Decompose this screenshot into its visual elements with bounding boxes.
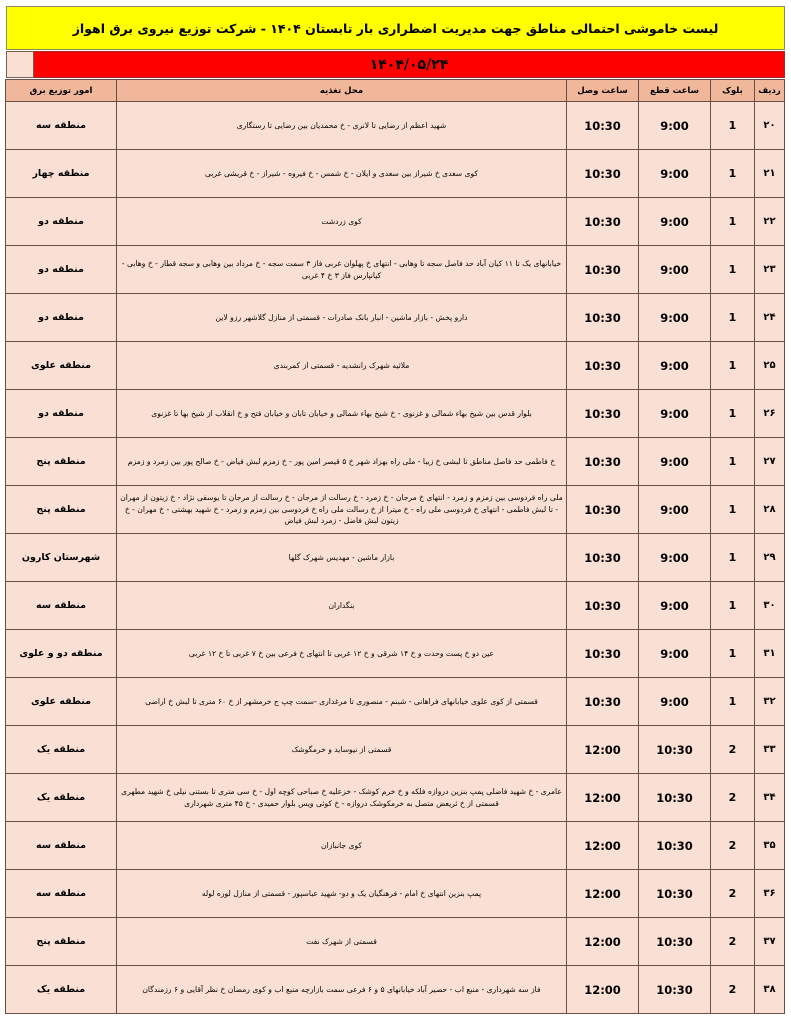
cell-on-time: 12:00 xyxy=(567,822,639,870)
cell-place: خیابانهای یک تا ۱۱ کیان آباد حد فاصل سجه تا وهابی - انتهای خ پهلوان غربی فاز ۳ سمت سجه - خ مرداد بین وهابی و سجه قطار - خ وهابی - کیانپارس فاز ۳ خ ۴ غربی xyxy=(117,246,567,294)
cell-block: 1 xyxy=(711,582,755,630)
cell-radif: ۲۹ xyxy=(755,534,785,582)
cell-on-time: 12:00 xyxy=(567,774,639,822)
cell-block: 1 xyxy=(711,150,755,198)
cell-radif: ۳۲ xyxy=(755,678,785,726)
cell-on-time: 12:00 xyxy=(567,918,639,966)
table-header-row xyxy=(6,80,785,102)
page-title: لیست خاموشی احتمالی مناطق جهت مدیریت اضطراری بار تابستان ۱۴۰۴ - شرکت توزیع نیروی برق اهواز xyxy=(72,20,719,36)
cell-place: شهید اعظم از رضایی تا لانری - خ محمدیان بین رضایی تا رستگاری xyxy=(117,102,567,150)
cell-block: 2 xyxy=(711,774,755,822)
date-banner-corner-box xyxy=(6,51,34,78)
outage-table xyxy=(5,79,785,1014)
table-row xyxy=(6,486,785,534)
cell-radif: ۲۳ xyxy=(755,246,785,294)
cell-radif: ۳۱ xyxy=(755,630,785,678)
cell-on-time: 12:00 xyxy=(567,966,639,1014)
cell-place: عین دو خ پست وحدت و خ ۱۴ شرقی و خ ۱۲ غربی تا انتهای خ فرعی بین خ ۷ غربی تا خ ۱۲ غربی xyxy=(117,630,567,678)
cell-radif: ۲۵ xyxy=(755,342,785,390)
cell-off-time: 9:00 xyxy=(639,342,711,390)
cell-place: قسمتی از کوی علوی خیابانهای فراهانی - شبنم - منصوری تا مرغداری -سمت چپ ج خرمشهر از خ ۶۰ متری تا لبش خ اراضی xyxy=(117,678,567,726)
cell-off-time: 10:30 xyxy=(639,918,711,966)
cell-on-time: 10:30 xyxy=(567,678,639,726)
cell-omur: منطقه سه xyxy=(6,102,117,150)
cell-off-time: 9:00 xyxy=(639,486,711,534)
cell-on-time: 10:30 xyxy=(567,102,639,150)
cell-place: دارو پخش - بازار ماشین - انبار بانک صادرات - قسمتی از منازل گلاشهر رزو لاین xyxy=(117,294,567,342)
cell-block: 2 xyxy=(711,918,755,966)
table-row xyxy=(6,774,785,822)
cell-block: 1 xyxy=(711,678,755,726)
cell-radif: ۲۸ xyxy=(755,486,785,534)
table-row xyxy=(6,966,785,1014)
cell-place: ملاثیه شهرک رانشدیه - قسمتی از کمربندی xyxy=(117,342,567,390)
table-row xyxy=(6,102,785,150)
cell-on-time: 10:30 xyxy=(567,294,639,342)
cell-place: کوی زردشت xyxy=(117,198,567,246)
cell-radif: ۲۴ xyxy=(755,294,785,342)
cell-radif: ۳۷ xyxy=(755,918,785,966)
cell-omur: منطقه پنج xyxy=(6,486,117,534)
cell-off-time: 9:00 xyxy=(639,246,711,294)
cell-omur: منطقه چهار xyxy=(6,150,117,198)
cell-block: 1 xyxy=(711,486,755,534)
table-row xyxy=(6,438,785,486)
table-row xyxy=(6,726,785,774)
cell-place: پمپ بنزین انتهای خ امام - فرهنگیان یک و دو- شهید عباسپور - قسمتی از منازل لوره لوله xyxy=(117,870,567,918)
cell-on-time: 12:00 xyxy=(567,870,639,918)
cell-off-time: 9:00 xyxy=(639,630,711,678)
cell-off-time: 9:00 xyxy=(639,390,711,438)
table-row xyxy=(6,678,785,726)
cell-place: قسمتی از نیوساید و خرمگوشک xyxy=(117,726,567,774)
table-row xyxy=(6,198,785,246)
cell-block: 1 xyxy=(711,390,755,438)
table-row xyxy=(6,822,785,870)
cell-off-time: 9:00 xyxy=(639,294,711,342)
cell-radif: ۳۰ xyxy=(755,582,785,630)
table-row xyxy=(6,630,785,678)
table-row xyxy=(6,390,785,438)
cell-place: قسمتی از شهرک نفت xyxy=(117,918,567,966)
cell-block: 1 xyxy=(711,198,755,246)
table-row xyxy=(6,150,785,198)
cell-block: 2 xyxy=(711,822,755,870)
cell-off-time: 10:30 xyxy=(639,822,711,870)
cell-block: 1 xyxy=(711,294,755,342)
cell-omur: منطقه سه xyxy=(6,822,117,870)
table-row xyxy=(6,294,785,342)
cell-on-time: 10:30 xyxy=(567,438,639,486)
cell-omur: منطقه یک xyxy=(6,966,117,1014)
cell-omur: منطقه یک xyxy=(6,726,117,774)
cell-block: 1 xyxy=(711,438,755,486)
cell-place: بلوار قدس بین شیخ بهاء شمالی و غزنوی - خ شیخ بهاء شمالی و خیابان تابان و خیابان فتح و خ انقلاب از شیخ بها تا غزنوی xyxy=(117,390,567,438)
schedule-date: ۱۴۰۴/۰۵/۲۴ xyxy=(369,56,449,73)
cell-on-time: 10:30 xyxy=(567,342,639,390)
cell-omur: منطقه دو xyxy=(6,198,117,246)
cell-off-time: 9:00 xyxy=(639,534,711,582)
cell-on-time: 10:30 xyxy=(567,534,639,582)
cell-radif: ۳۴ xyxy=(755,774,785,822)
cell-off-time: 10:30 xyxy=(639,966,711,1014)
cell-block: 1 xyxy=(711,534,755,582)
table-row xyxy=(6,582,785,630)
column-header-off-time: ساعت قطع xyxy=(639,80,711,102)
cell-radif: ۲۶ xyxy=(755,390,785,438)
cell-omur: منطقه یک xyxy=(6,774,117,822)
cell-block: 2 xyxy=(711,966,755,1014)
cell-on-time: 10:30 xyxy=(567,582,639,630)
page-title-banner xyxy=(6,6,785,50)
cell-block: 2 xyxy=(711,726,755,774)
cell-radif: ۳۳ xyxy=(755,726,785,774)
cell-omur: منطقه علوی xyxy=(6,342,117,390)
table-row xyxy=(6,246,785,294)
table-row xyxy=(6,342,785,390)
cell-place: کوی سعدی خ شیراز بین سعدی و ایلان - خ شمس - خ فیروه - شیراز - خ قریشی غربی xyxy=(117,150,567,198)
table-body xyxy=(6,102,785,1014)
cell-omur: منطقه سه xyxy=(6,870,117,918)
cell-off-time: 9:00 xyxy=(639,150,711,198)
column-header-radif: ردیف xyxy=(755,80,785,102)
cell-place: فاز سه شهرداری - منبع اب - حصیر آباد خیابانهای ۵ و ۶ فرعی سمت بازارچه منبع اب و کوی رمضان خ نظر آقایی و ۶ رزمندگان xyxy=(117,966,567,1014)
cell-on-time: 12:00 xyxy=(567,726,639,774)
cell-radif: ۲۱ xyxy=(755,150,785,198)
cell-radif: ۲۰ xyxy=(755,102,785,150)
cell-omur: منطقه سه xyxy=(6,582,117,630)
cell-block: 1 xyxy=(711,630,755,678)
cell-place: خ فاطمی حد فاصل مناطق تا لبشی خ زیبا - ملی راه بهزاد شهر خ ۵ قیصر امین پور - خ زمزم لبش فیاض - خ صالح پور بین زمرد و زمزم xyxy=(117,438,567,486)
cell-radif: ۲۲ xyxy=(755,198,785,246)
cell-omur: شهرستان کارون xyxy=(6,534,117,582)
cell-omur: منطقه علوی xyxy=(6,678,117,726)
column-header-on-time: ساعت وصل xyxy=(567,80,639,102)
cell-off-time: 9:00 xyxy=(639,582,711,630)
cell-radif: ۳۶ xyxy=(755,870,785,918)
column-header-block: بلوک xyxy=(711,80,755,102)
table-row xyxy=(6,534,785,582)
column-header-place: محل تغذیه xyxy=(117,80,567,102)
cell-on-time: 10:30 xyxy=(567,486,639,534)
column-header-omur: امور توزیع برق xyxy=(6,80,117,102)
cell-omur: منطقه پنج xyxy=(6,438,117,486)
cell-place: بازار ماشین - مهدیس شهرک گلها xyxy=(117,534,567,582)
cell-omur: منطقه دو و علوی xyxy=(6,630,117,678)
cell-place: بنگداران xyxy=(117,582,567,630)
cell-off-time: 9:00 xyxy=(639,102,711,150)
date-banner xyxy=(34,51,785,78)
cell-off-time: 10:30 xyxy=(639,870,711,918)
cell-radif: ۳۸ xyxy=(755,966,785,1014)
cell-off-time: 9:00 xyxy=(639,438,711,486)
cell-on-time: 10:30 xyxy=(567,150,639,198)
cell-off-time: 9:00 xyxy=(639,678,711,726)
cell-block: 1 xyxy=(711,342,755,390)
cell-off-time: 10:30 xyxy=(639,726,711,774)
cell-radif: ۲۷ xyxy=(755,438,785,486)
cell-off-time: 9:00 xyxy=(639,198,711,246)
cell-on-time: 10:30 xyxy=(567,630,639,678)
cell-on-time: 10:30 xyxy=(567,390,639,438)
cell-place: ملی راه فردوسی بین زمزم و زمرد - انتهای خ مرجان - خ زمرد - خ رسالت از مرجان - خ رسالت از مرجان تا یوسفی نژاد - خ زیتون از مهران - تا لبش فاطمی - انتهای خ فردوسی ملی راه - خ میترا از خ رسالت ملی راه خ فردوسی بین زمزم و زمرد - خ شهید بهشتی - خ مهران - خ زیتون لبش فاضل - زمرد لبش فیاض xyxy=(117,486,567,534)
cell-block: 2 xyxy=(711,870,755,918)
cell-on-time: 10:30 xyxy=(567,198,639,246)
cell-block: 1 xyxy=(711,246,755,294)
cell-omur: منطقه دو xyxy=(6,246,117,294)
table-row xyxy=(6,870,785,918)
cell-block: 1 xyxy=(711,102,755,150)
date-banner-row xyxy=(6,51,785,78)
cell-off-time: 10:30 xyxy=(639,774,711,822)
cell-omur: منطقه دو xyxy=(6,294,117,342)
table-row xyxy=(6,918,785,966)
cell-on-time: 10:30 xyxy=(567,246,639,294)
cell-place: کوی جانبازان xyxy=(117,822,567,870)
cell-place: عامری - خ شهید فاضلی پمپ بنزین دروازه فلکه و خ خرم کوشک - خزعلیه خ صباحی کوچه اول - خ سی متری تا بستنی نیلی خ شهید مطهری قسمتی از خ ثریعض متصل به خرمکوشک دروازه - خ کوئی ویس بلوار حمیدی - خ ۴۵ متری شهرداری xyxy=(117,774,567,822)
cell-omur: منطقه دو xyxy=(6,390,117,438)
cell-radif: ۳۵ xyxy=(755,822,785,870)
cell-omur: منطقه پنج xyxy=(6,918,117,966)
